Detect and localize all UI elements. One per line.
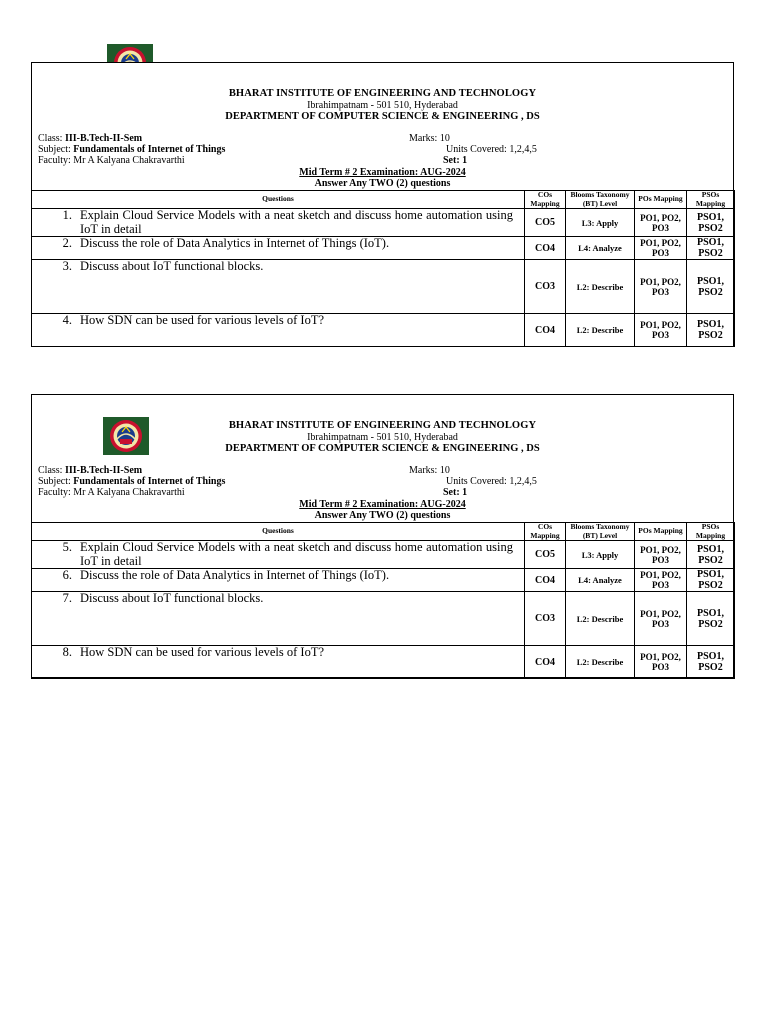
exam-instruction: Answer Any TWO (2) questions <box>314 178 451 189</box>
questions-header: Questions <box>32 191 525 209</box>
psos-header: PSOs Mapping <box>687 523 735 541</box>
table-row <box>32 314 735 347</box>
table-row <box>32 209 735 237</box>
question-number: 8. <box>62 645 72 659</box>
pso-mapping: PSO1, PSO2 <box>687 541 735 569</box>
table-row <box>32 237 735 260</box>
co-mapping: CO4 <box>525 569 566 592</box>
bt-level: L2: Describe <box>566 260 635 314</box>
question-text: Explain Cloud Service Models with a neat sketch and discuss home automation using IoT in detail <box>80 540 513 568</box>
question-text: Discuss about IoT functional blocks. <box>80 259 264 273</box>
pos-header: POs Mapping <box>635 523 687 541</box>
question-number: 1. <box>62 208 72 222</box>
question-text: Explain Cloud Service Models with a neat sketch and discuss home automation using IoT in detail <box>80 208 513 236</box>
subject-line: Subject: Fundamentals of Internet of Things <box>38 476 226 487</box>
co-mapping: CO5 <box>525 541 566 569</box>
bt-level: L4: Analyze <box>566 237 635 260</box>
po-mapping: PO1, PO2, PO3 <box>635 209 687 237</box>
question-number: 5. <box>62 540 72 554</box>
exam-title: Mid Term # 2 Examination: AUG-2024 <box>299 499 466 510</box>
co-mapping: CO3 <box>525 260 566 314</box>
exam-title: Mid Term # 2 Examination: AUG-2024 <box>299 167 466 178</box>
table-row <box>32 646 735 679</box>
po-mapping: PO1, PO2, PO3 <box>635 237 687 260</box>
bt-level: L3: Apply <box>566 209 635 237</box>
bt-level: L2: Describe <box>566 592 635 646</box>
question-number: 3. <box>62 259 72 273</box>
class-line: Class: III-B.Tech-II-Sem <box>38 133 143 144</box>
institute-name: BHARAT INSTITUTE OF ENGINEERING AND TECHNOLOGY <box>228 420 537 431</box>
question-paper-2 <box>31 394 734 678</box>
pso-mapping: PSO1, PSO2 <box>687 237 735 260</box>
co-mapping: CO4 <box>525 237 566 260</box>
pso-mapping: PSO1, PSO2 <box>687 260 735 314</box>
po-mapping: PO1, PO2, PO3 <box>635 646 687 679</box>
question-text: How SDN can be used for various levels of IoT? <box>80 313 325 327</box>
set-number: Set: 1 <box>443 155 468 166</box>
question-number: 4. <box>62 313 72 327</box>
subject-line: Subject: Fundamentals of Internet of Things <box>38 144 226 155</box>
pso-mapping: PSO1, PSO2 <box>687 646 735 679</box>
units-covered: Units Covered: 1,2,4,5 <box>446 476 537 487</box>
department-name: DEPARTMENT OF COMPUTER SCIENCE & ENGINEERING , DS <box>225 443 540 454</box>
marks: Marks: 10 <box>409 465 450 476</box>
bt-level: L2: Describe <box>566 314 635 347</box>
table-header-row <box>32 523 735 541</box>
po-mapping: PO1, PO2, PO3 <box>635 260 687 314</box>
po-mapping: PO1, PO2, PO3 <box>635 592 687 646</box>
question-paper-1 <box>31 62 734 347</box>
po-mapping: PO1, PO2, PO3 <box>635 569 687 592</box>
institute-address: Ibrahimpatnam - 501 510, Hyderabad <box>307 432 458 443</box>
co-mapping: CO5 <box>525 209 566 237</box>
question-number: 6. <box>62 568 72 582</box>
co-mapping: CO4 <box>525 646 566 679</box>
faculty-line: Faculty: Mr A Kalyana Chakravarthi <box>38 487 185 498</box>
institute-address: Ibrahimpatnam - 501 510, Hyderabad <box>307 100 458 111</box>
questions-table <box>31 522 735 679</box>
faculty-line: Faculty: Mr A Kalyana Chakravarthi <box>38 155 185 166</box>
question-number: 2. <box>62 236 72 250</box>
table-row <box>32 541 735 569</box>
bt-header: Blooms Taxonomy (BT) Level <box>566 191 635 209</box>
question-number: 7. <box>62 591 72 605</box>
po-mapping: PO1, PO2, PO3 <box>635 541 687 569</box>
class-line: Class: III-B.Tech-II-Sem <box>38 465 143 476</box>
table-row <box>32 592 735 646</box>
pso-mapping: PSO1, PSO2 <box>687 592 735 646</box>
bt-header: Blooms Taxonomy (BT) Level <box>566 523 635 541</box>
bt-level: L4: Analyze <box>566 569 635 592</box>
questions-table <box>31 190 735 347</box>
institute-name: BHARAT INSTITUTE OF ENGINEERING AND TECHNOLOGY <box>228 88 537 99</box>
pso-mapping: PSO1, PSO2 <box>687 569 735 592</box>
marks: Marks: 10 <box>409 133 450 144</box>
table-row <box>32 260 735 314</box>
department-name: DEPARTMENT OF COMPUTER SCIENCE & ENGINEERING , DS <box>225 111 540 122</box>
question-text: Discuss the role of Data Analytics in Internet of Things (IoT). <box>80 568 390 582</box>
pos-header: POs Mapping <box>635 191 687 209</box>
bt-level: L3: Apply <box>566 541 635 569</box>
question-text: How SDN can be used for various levels of IoT? <box>80 645 325 659</box>
set-number: Set: 1 <box>443 487 468 498</box>
pso-mapping: PSO1, PSO2 <box>687 314 735 347</box>
exam-instruction: Answer Any TWO (2) questions <box>314 510 451 521</box>
table-row <box>32 569 735 592</box>
question-text: Discuss the role of Data Analytics in Internet of Things (IoT). <box>80 236 390 250</box>
co-mapping: CO4 <box>525 314 566 347</box>
questions-header: Questions <box>32 523 525 541</box>
co-mapping: CO3 <box>525 592 566 646</box>
cos-header: COs Mapping <box>525 523 566 541</box>
question-text: Discuss about IoT functional blocks. <box>80 591 264 605</box>
units-covered: Units Covered: 1,2,4,5 <box>446 144 537 155</box>
pso-mapping: PSO1, PSO2 <box>687 209 735 237</box>
cos-header: COs Mapping <box>525 191 566 209</box>
table-header-row <box>32 191 735 209</box>
psos-header: PSOs Mapping <box>687 191 735 209</box>
po-mapping: PO1, PO2, PO3 <box>635 314 687 347</box>
bt-level: L2: Describe <box>566 646 635 679</box>
